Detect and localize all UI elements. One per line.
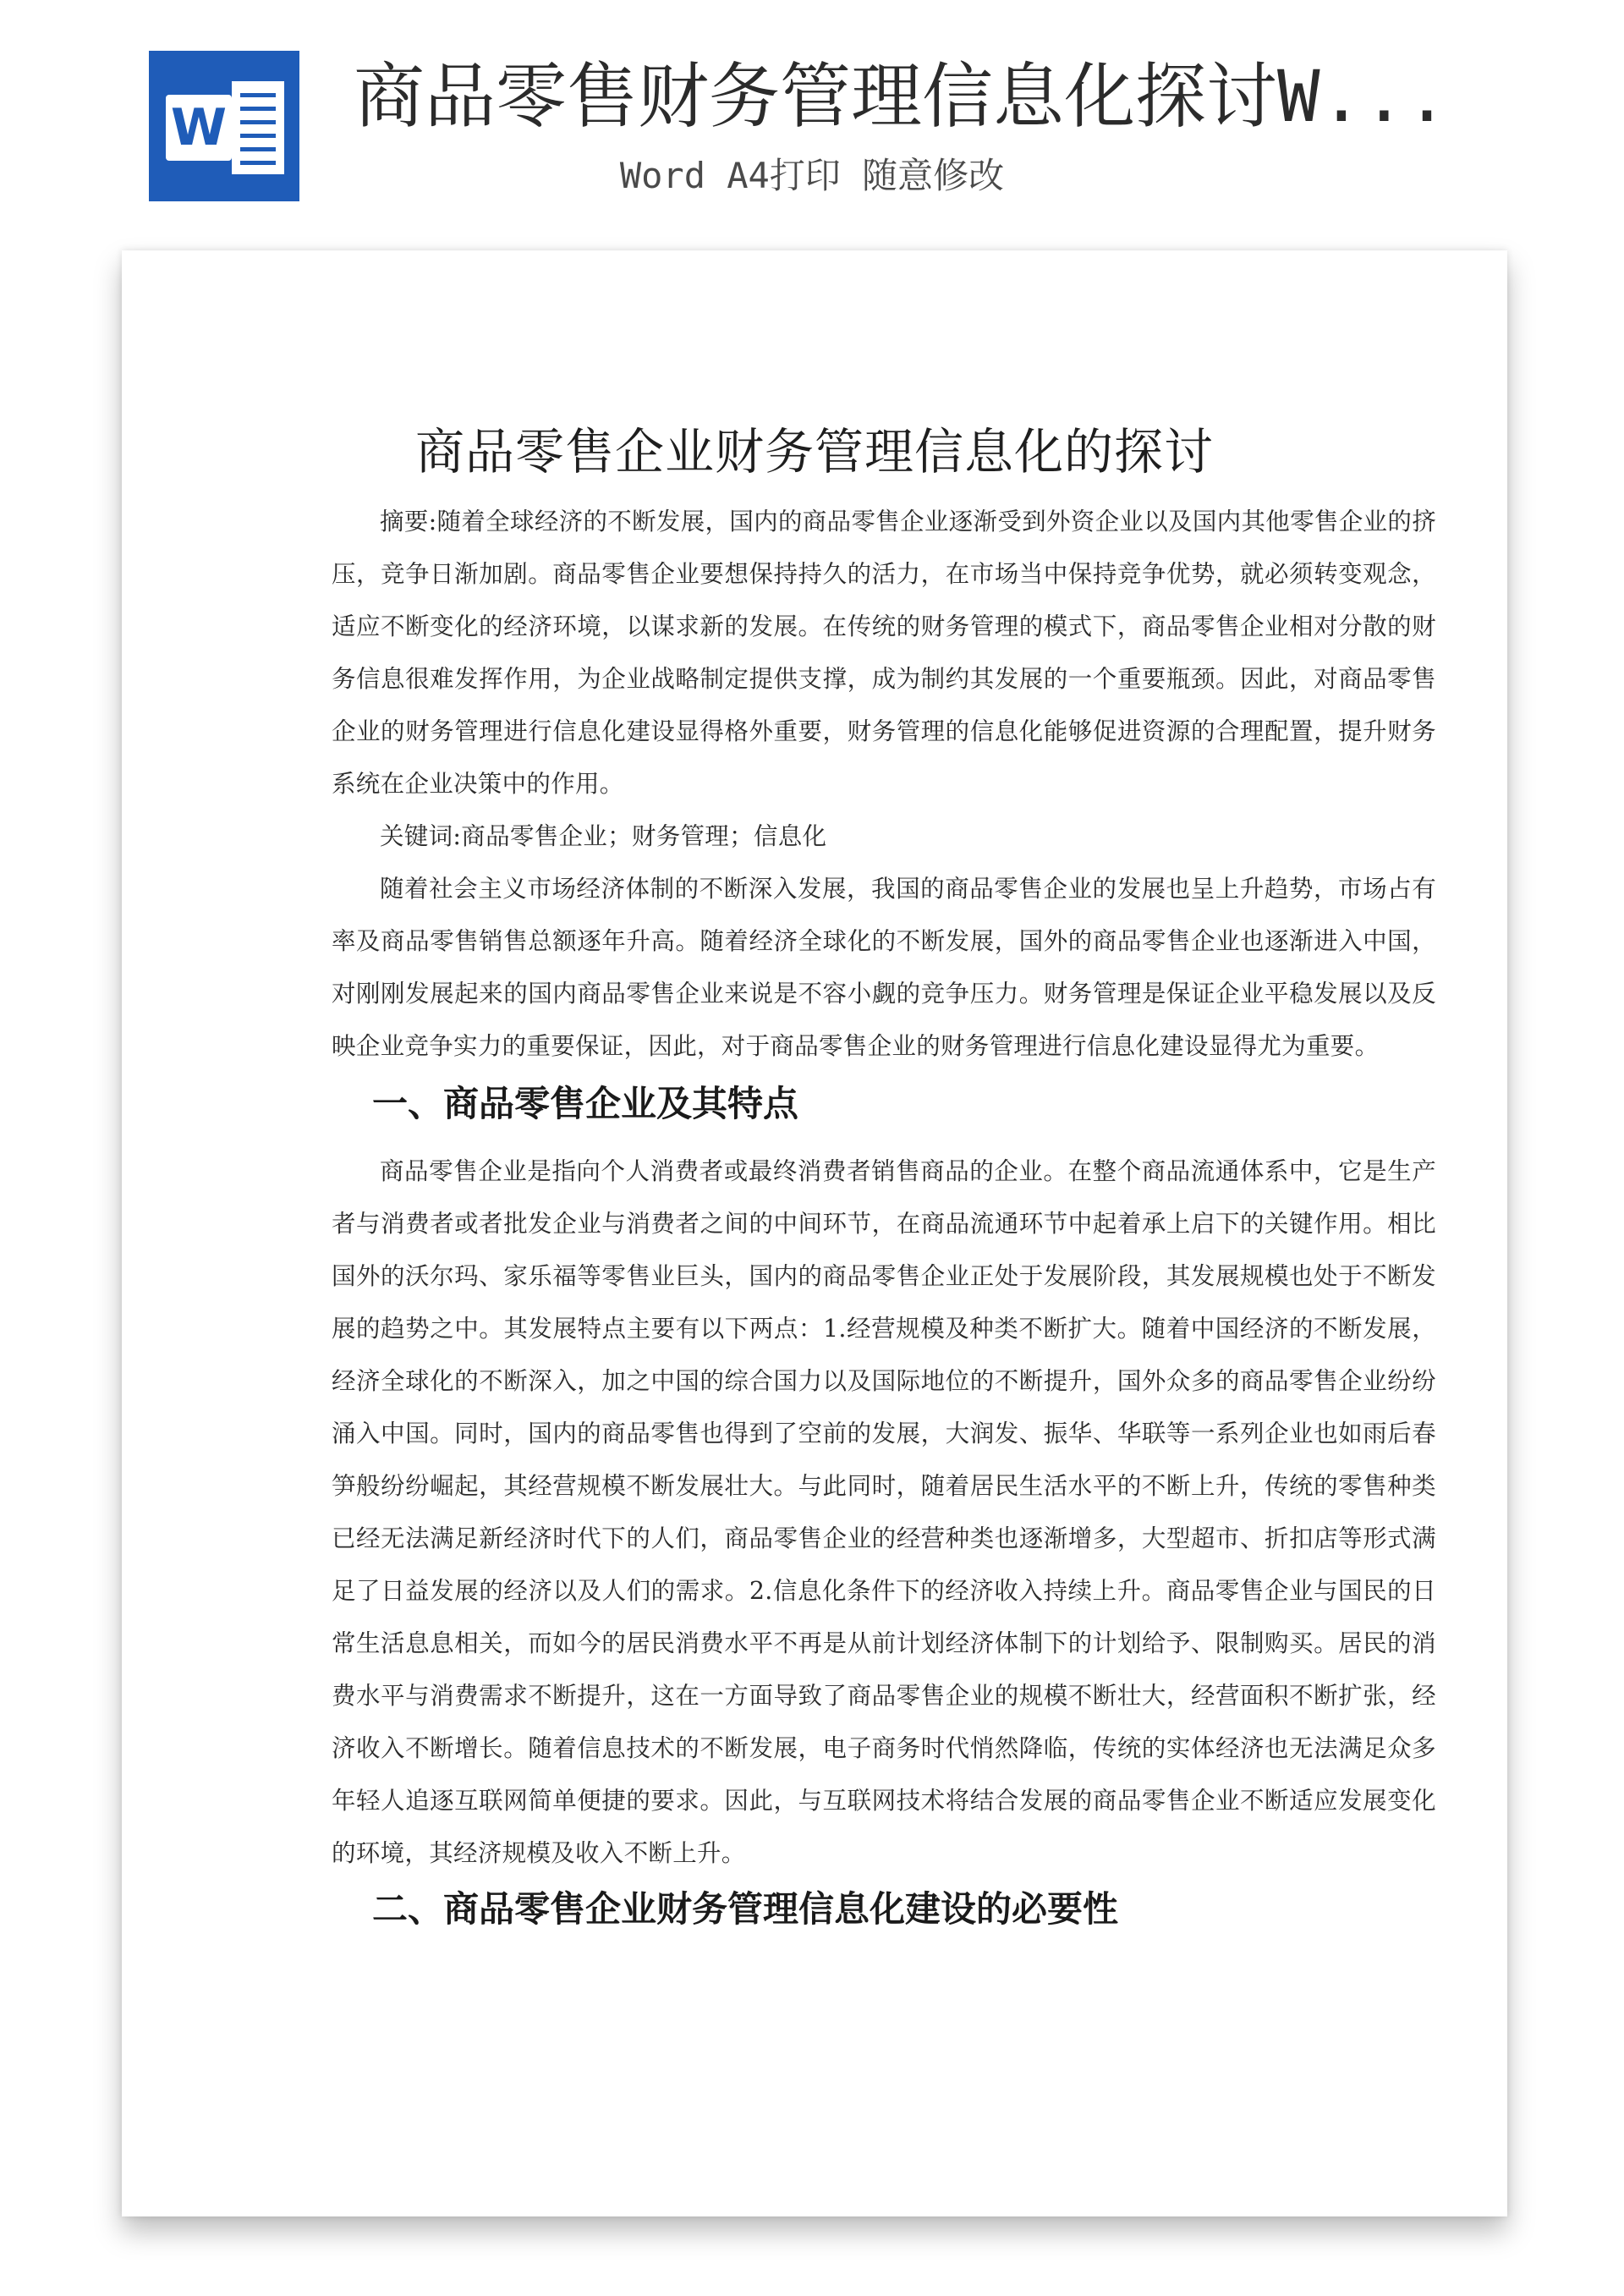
intro-paragraph: 随着社会主义市场经济体制的不断深入发展，我国的商品零售企业的发展也呈上升趋势，市场占有率及商品零售销售总额逐年升高。随着经济全球化的不断发展，国外的商品零售企业也逐渐进入中国，对刚刚发展起来的国内商品零售企业来说是不容小觑的竞争压力。财务管理是保证企业平稳发展以及反映企业竞争实力的重要保证，因此，对于商品零售企业的财务管理进行信息化建设显得尤为重要。 xyxy=(332,875,1436,1060)
word-logo-letter: W xyxy=(166,95,232,161)
abstract-paragraph: 摘要:随着全球经济的不断发展，国内的商品零售企业逐渐受到外资企业以及国内其他零售企业的挤压，竞争日渐加剧。商品零售企业要想保持持久的活力，在市场当中保持竞争优势，就必须转变观念，适应不断变化的经济环境，以谋求新的发展。在传统的财务管理的模式下，商品零售企业相对分散的财务信息很难发挥作用，为企业战略制定提供支撑，成为制约其发展的一个重要瓶颈。因此，对商品零售企业的财务管理进行信息化建设显得格外重要，财务管理的信息化能够促进资源的合理配置，提升财务系统在企业决策中的作用。 xyxy=(332,508,1436,798)
document-body xyxy=(332,496,1436,1936)
document-title: 商品零售企业财务管理信息化的探讨 xyxy=(414,423,1214,481)
section-2-heading: 二、商品零售企业财务管理信息化建设的必要性 xyxy=(372,1888,1119,1930)
banner-subtitle: Word A4打印 随意修改 xyxy=(619,155,1005,196)
section-1-heading: 一、商品零售企业及其特点 xyxy=(372,1083,799,1124)
document-page xyxy=(122,250,1507,2216)
section-1-paragraph: 商品零售企业是指向个人消费者或最终消费者销售商品的企业。在整个商品流通体系中，它是生产者与消费者或者批发企业与消费者之间的中间环节，在商品流通环节中起着承上启下的关键作用。相比国外的沃尔玛、家乐福等零售业巨头，国内的商品零售企业正处于发展阶段，其发展规模也处于不断发展的趋势之中。其发展特点主要有以下两点：1.经营规模及种类不断扩大。随着中国经济的不断发展，经济全球化的不断深入，加之中国的综合国力以及国际地位的不断提升，国外众多的商品零售企业纷纷涌入中国。同时，国内的商品零售也得到了空前的发展，大润发、振华、华联等一系列企业也如雨后春笋般纷纷崛起，其经营规模不断发展壮大。与此同时，随着居民生活水平的不断上升，传统的零售种类已经无法满足新经济时代下的人们，商品零售企业的经营种类也逐渐增多，大型超市、折扣店等形式满足了日益发展的经济以及人们的需求。2.信息化条件下的经济收入持续上升。商品零售企业与国民的日常生活息息相关，而如今的居民消费水平不再是从前计划经济体制下的计划给予、限制购买。居民的消费水平与消费需求不断提升，这在一方面导致了商品零售企业的规模不断壮大，经营面积不断扩张，经济收入不断增长。随着信息技术的不断发展，电子商务时代悄然降临，传统的实体经济也无法满足众多年轻人追逐互联网简单便捷的要求。因此，与互联网技术将结合发展的商品零售企业不断适应发展变化的环境，其经济规模及收入不断上升。 xyxy=(332,1157,1436,1867)
banner-title: 商品零售财务管理信息化探讨W... xyxy=(354,55,1449,138)
keywords-paragraph: 关键词:商品零售企业；财务管理；信息化 xyxy=(380,822,827,850)
